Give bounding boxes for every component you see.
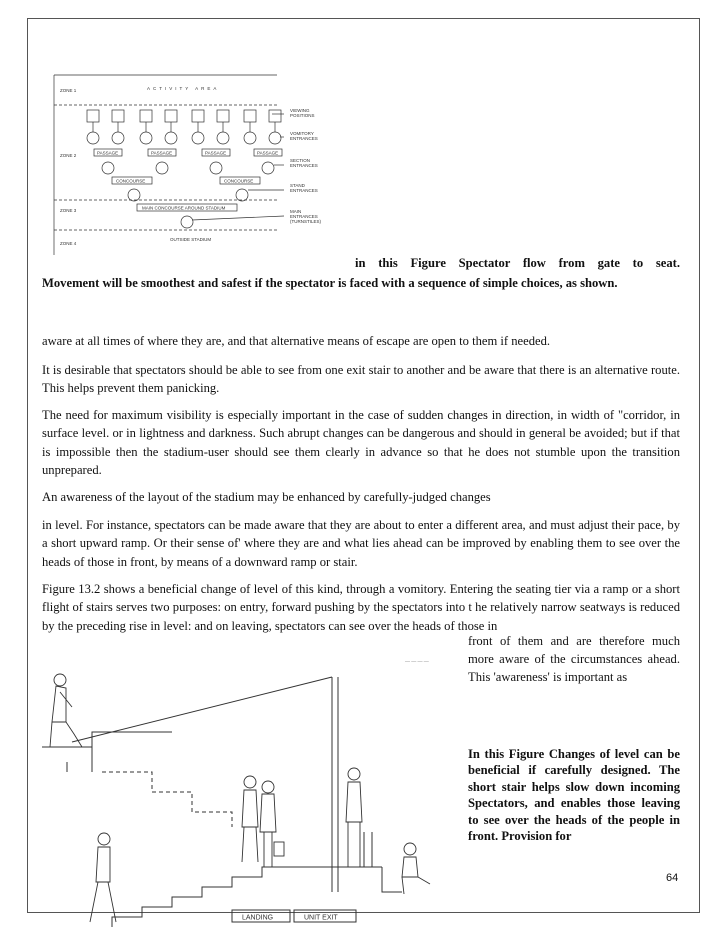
passage-label-1: PASSAGE <box>97 150 119 156</box>
page-number: 64 <box>666 872 679 884</box>
passage-label-3: PASSAGE <box>205 150 227 156</box>
legend-section-1: SECTION <box>290 158 311 163</box>
paragraph-6-continued: front of them and are therefore much more aware of the circumstances ahead. This 'awareness' is important as <box>468 634 680 684</box>
paragraph-4: An awareness of the layout of the stadium may be enhanced by carefully-judged changes <box>42 490 491 504</box>
figure-caption-1-line1: in this Figure Spectator flow from gate to seat. <box>355 256 680 270</box>
figure-caption-2: In this Figure Changes of level can be beneficial if carefully designed. The short stair helps slow down incoming Spectators, and enables those leaving to see over the heads of the people in front. Provision for <box>468 747 680 844</box>
legend-main-2: ENTRANCES <box>290 214 318 219</box>
vomitory-stair-illustration <box>32 662 462 930</box>
paragraph-5: in level. For instance, spectators can be made aware that they are about to enter a different area, and must adjust their pace, by a short upward ramp. Or their sense of' where they are and what lies ahead can be improved by enabling them to see over the heads of those in front, by means of a downward ramp or stair. <box>42 518 680 569</box>
figure-caption-1-rest: Movement will be smoothest and safest if the spectator is faced with a sequence of simple choices, as shown. <box>42 276 618 290</box>
passage-label-2: PASSAGE <box>151 150 173 156</box>
activity-area-label: ACTIVITY AREA <box>147 86 220 91</box>
legend-vomitory-2: ENTRANCES <box>290 136 318 141</box>
legend-viewing-1: VIEWING <box>290 108 310 113</box>
main-concourse-label: MAIN CONCOURSE AROUND STADIUM <box>142 205 226 211</box>
concourse-label-1: CONCOURSE <box>116 178 146 184</box>
zone-3-label: ZONE 3 <box>60 208 77 213</box>
legend-stand-2: ENTRANCES <box>290 188 318 193</box>
zone-2-label: ZONE 2 <box>60 153 77 158</box>
zone-4-label: ZONE 4 <box>60 241 77 246</box>
legend-vomitory-1: VOMITORY <box>290 131 314 136</box>
exit-label: UNIT EXIT <box>304 914 338 922</box>
legend-main-3: (TURNSTILES) <box>290 219 322 224</box>
outside-stadium-label: OUTSIDE STADIUM <box>170 237 212 242</box>
legend-viewing-2: POSITIONS <box>290 113 315 118</box>
paragraph-1: aware at all times of where they are, and that alternative means of escape are open to them if needed. <box>42 334 551 348</box>
spectator-flow-diagram <box>52 70 352 260</box>
legend-main-1: MAIN <box>290 209 302 214</box>
concourse-label-2: CONCOURSE <box>224 178 254 184</box>
legend-section-2: ENTRANCES <box>290 163 318 168</box>
passage-label-4: PASSAGE <box>257 150 279 156</box>
paragraph-6: Figure 13.2 shows a beneficial change of level of this kind, through a vomitory. Entering the seating tier via a ramp or a short flight of stairs serves two purposes: on entry, forward pushing by the spectators into t he relatively narrow seatways is reduced by the preceding rise in level: and on leaving, spectators can see over the heads of those in <box>42 582 680 633</box>
landing-label: LANDING <box>242 914 274 922</box>
paragraph-3: The need for maximum visibility is especially important in the case of sudden changes in direction, in width of "corridor, in surface level. or in lightness and darkness. Such abrupt changes can be dangerous and should in general be avoided; but if that is impossible then the stadium-user should see them clearly in advance so that he does not stumble upon the transition unprepared. <box>42 408 680 478</box>
paragraph-2: It is desirable that spectators should be able to see from one exit stair to another and be aware that there is an alternative route. This helps prevent them panicking. <box>42 363 680 396</box>
figure-tiny-label: — — — — <box>405 660 429 665</box>
zone-1-label: ZONE 1 <box>60 88 77 93</box>
legend-stand-1: STAND <box>290 183 305 188</box>
